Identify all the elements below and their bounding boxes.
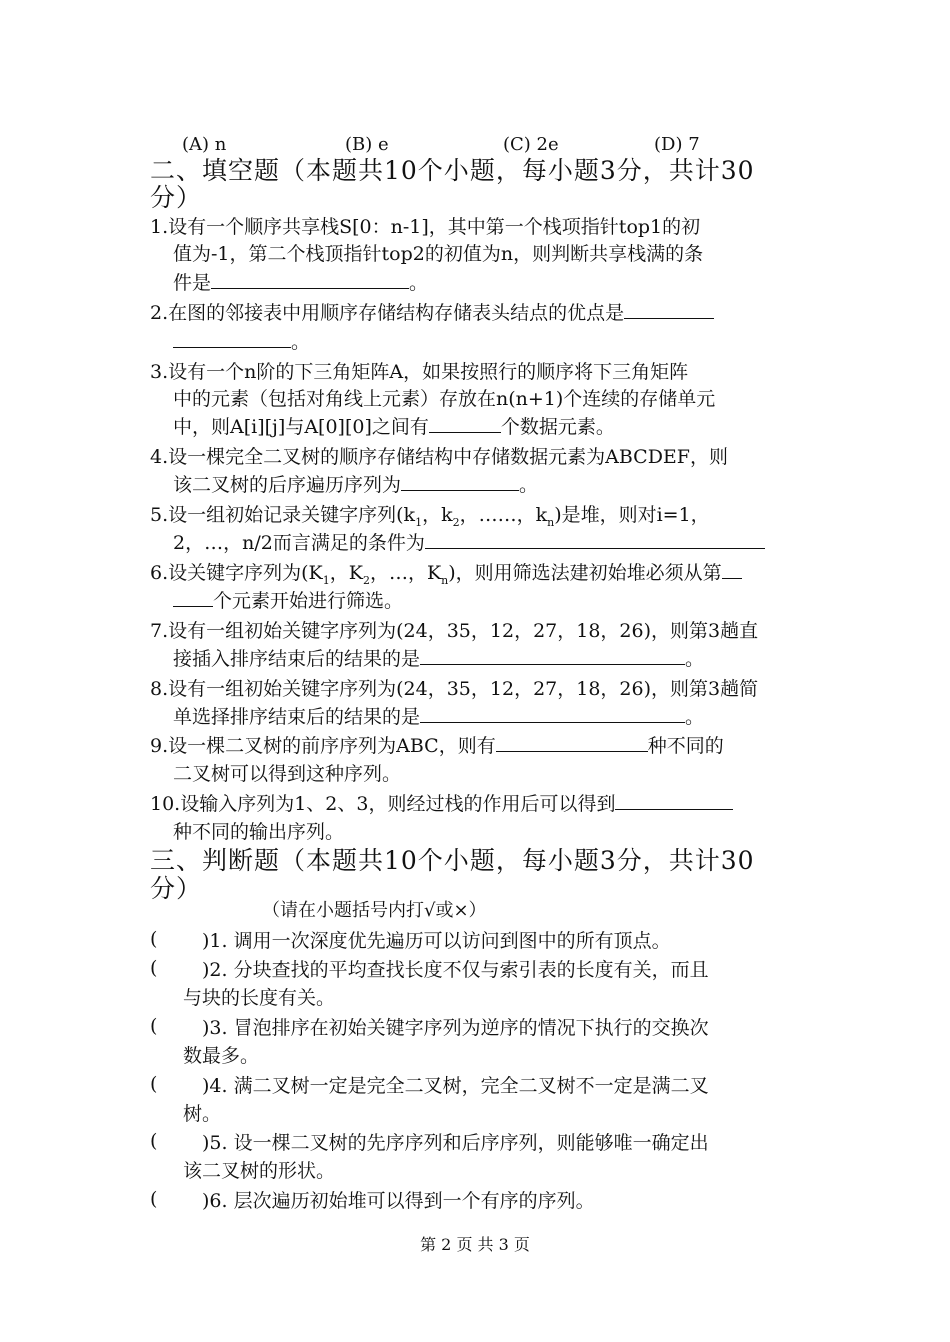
q6-blank-cont[interactable] (173, 588, 213, 607)
j5-line1: )5. 设一棵二叉树的先序序列和后序序列，则能够唯一确定出 (202, 1132, 709, 1154)
q9-line1: 9.设一棵二叉树的前序序列为ABC，则有 种不同的 (150, 735, 724, 757)
j1-line1: )1. 调用一次深度优先遍历可以访问到图中的所有顶点。 (202, 930, 671, 952)
option-a: (A) n (182, 134, 227, 155)
j5-line2: 该二叉树的形状。 (183, 1160, 336, 1182)
q5-line1: 5.设一组初始记录关键字序列($k_1$，$k_2$，……，$k_n$)是堆，则对i=1， (150, 504, 710, 529)
q7-line2: 接插入排序结束后的结果的是 。 (173, 648, 705, 670)
j2-line2: 与块的长度有关。 (183, 987, 336, 1009)
section2-heading: 二、填空题（本题共10个小题，每小题3分，共计30 (150, 156, 755, 185)
q1-blank[interactable] (211, 270, 409, 289)
answer-paren-3[interactable]: ( (150, 1015, 158, 1037)
q2-line1: 2.在图的邻接表中用顺序存储结构存储表头结点的优点是 (150, 300, 714, 326)
q8-line1: 8.设有一组初始关键字序列为(24，35，12，27，18，26)，则第3趟简 (150, 678, 759, 700)
section3-instruction: （请在小题括号内打√或×） (262, 900, 487, 921)
q7-line1: 7.设有一组初始关键字序列为(24，35，12，27，18，26)，则第3趟直 (150, 620, 759, 642)
section3-heading: 三、判断题（本题共10个小题，每小题3分，共计30 (150, 846, 755, 875)
j6-line1: )6. 层次遍历初始堆可以得到一个有序的序列。 (202, 1190, 595, 1212)
q8-line2: 单选择排序结束后的结果的是 。 (173, 706, 705, 728)
q8-blank[interactable] (420, 704, 685, 723)
q5-line2: 2，…，n/2而言满足的条件为 (173, 530, 765, 556)
q4-blank[interactable] (401, 472, 519, 491)
option-d: (D) 7 (654, 134, 700, 155)
q2-blank-cont[interactable] (173, 329, 291, 348)
q4-line1: 4.设一棵完全二叉树的顺序存储结构中存储数据元素为ABCDEF，则 (150, 446, 728, 468)
q9-blank[interactable] (496, 733, 648, 752)
q2-blank[interactable] (624, 300, 714, 319)
answer-paren-4[interactable]: ( (150, 1073, 158, 1095)
q9-line2: 二叉树可以得到这种序列。 (173, 763, 402, 785)
section3-heading-cont: 分） (150, 874, 203, 903)
q3-line2: 中的元素（包括对角线上元素）存放在n(n+1)个连续的存储单元 (173, 388, 716, 410)
q10-blank[interactable] (615, 791, 733, 810)
q6-line2: 个元素开始进行筛选。 (173, 588, 403, 614)
j2-line1: )2. 分块查找的平均查找长度不仅与索引表的长度有关，而且 (202, 959, 709, 981)
q4-line2: 该二叉树的后序遍历序列为 。 (173, 474, 539, 496)
j3-line1: )3. 冒泡排序在初始关键字序列为逆序的情况下执行的交换次 (202, 1017, 709, 1039)
answer-paren-5[interactable]: ( (150, 1130, 158, 1152)
q6-line1: 6.设关键字序列为($K_1$，$K_2$，…，$K_n$)，则用筛选法建初始堆必须从第 (150, 560, 742, 586)
j3-line2: 数最多。 (183, 1045, 260, 1067)
answer-paren-6[interactable]: ( (150, 1188, 158, 1210)
q7-blank[interactable] (420, 646, 685, 665)
q1-line1: 1.设有一个顺序共享栈S[0：n-1]，其中第一个栈项指针top1的初 (150, 216, 701, 238)
q10-line1: 10.设输入序列为1、2、3，则经过栈的作用后可以得到 (150, 791, 733, 817)
q3-line3: 中，则A[i][j]与A[0][0]之间有 个数据元素。 (173, 416, 615, 438)
option-c: (C) 2e (503, 134, 559, 155)
option-b: (B) e (345, 134, 389, 155)
q3-line1: 3.设有一个n阶的下三角矩阵A，如果按照行的顺序将下三角矩阵 (150, 361, 689, 383)
q10-line2: 种不同的输出序列。 (173, 821, 345, 843)
q1-line2: 值为-1，第二个栈顶指针top2的初值为n，则判断共享栈满的条 (173, 243, 704, 265)
q5-blank[interactable] (425, 530, 765, 549)
q6-blank[interactable] (722, 560, 742, 579)
j4-line2: 树。 (183, 1103, 222, 1125)
j4-line1: )4. 满二叉树一定是完全二叉树，完全二叉树不一定是满二叉 (202, 1075, 709, 1097)
answer-paren-1[interactable]: ( (150, 928, 158, 950)
q1-line3: 件是 。 (173, 272, 429, 294)
q3-blank[interactable] (429, 414, 501, 433)
page-footer: 第 2 页 共 3 页 (420, 1235, 530, 1254)
answer-paren-2[interactable]: ( (150, 957, 158, 979)
q2-line2: 。 (173, 329, 310, 355)
section2-heading-cont: 分） (150, 183, 203, 212)
